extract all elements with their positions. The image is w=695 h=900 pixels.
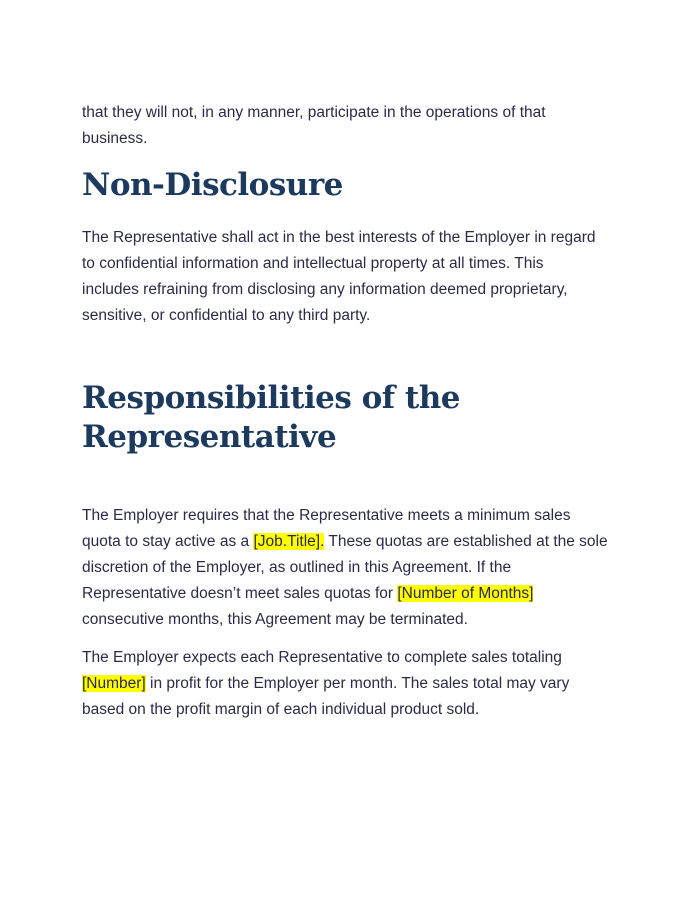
text-line: consecutive months, this Agreement may be terminated. — [82, 611, 468, 628]
text-line: business. — [82, 130, 148, 147]
text-line — [82, 581, 608, 607]
paragraph-sales — [82, 645, 569, 723]
text-line: The Employer requires that the Representative meets a minimum sales — [82, 507, 571, 524]
placeholder-number: [Number] — [82, 675, 146, 692]
text: in profit for the Employer per month. The sales total may vary — [145, 675, 570, 692]
text-line: that they will not, in any manner, participate in the operations of that — [82, 104, 546, 121]
text: Representative doesn’t meet sales quotas for — [82, 585, 398, 602]
text-line — [82, 529, 608, 555]
text-line: sensitive, or confidential to any third party. — [82, 307, 371, 324]
text-line: to confidential information and intellectual property at all times. This — [82, 255, 544, 272]
heading-line: Responsibilities of the — [82, 380, 461, 416]
heading-non-disclosure: Non-Disclosure — [82, 167, 343, 203]
text-line — [82, 671, 569, 697]
paragraph-intro — [82, 100, 546, 152]
paragraph-non-disclosure — [82, 225, 596, 329]
text: quota to stay active as a — [82, 533, 254, 550]
placeholder-job-title: [Job.Title]. — [253, 533, 325, 550]
heading-line: Representative — [82, 419, 337, 455]
text-line: discretion of the Employer, as outlined in this Agreement. If the — [82, 559, 512, 576]
text-line: The Employer expects each Representative to complete sales totaling — [82, 649, 562, 666]
text-line: based on the profit margin of each individual product sold. — [82, 701, 480, 718]
heading-responsibilities — [82, 379, 460, 457]
placeholder-number-of-months: [Number of Months] — [397, 585, 534, 602]
text-line: includes refraining from disclosing any information deemed proprietary, — [82, 281, 568, 298]
text: These quotas are established at the sole — [324, 533, 608, 550]
paragraph-quota — [82, 503, 608, 633]
text-line: The Representative shall act in the best interests of the Employer in regard — [82, 229, 596, 246]
